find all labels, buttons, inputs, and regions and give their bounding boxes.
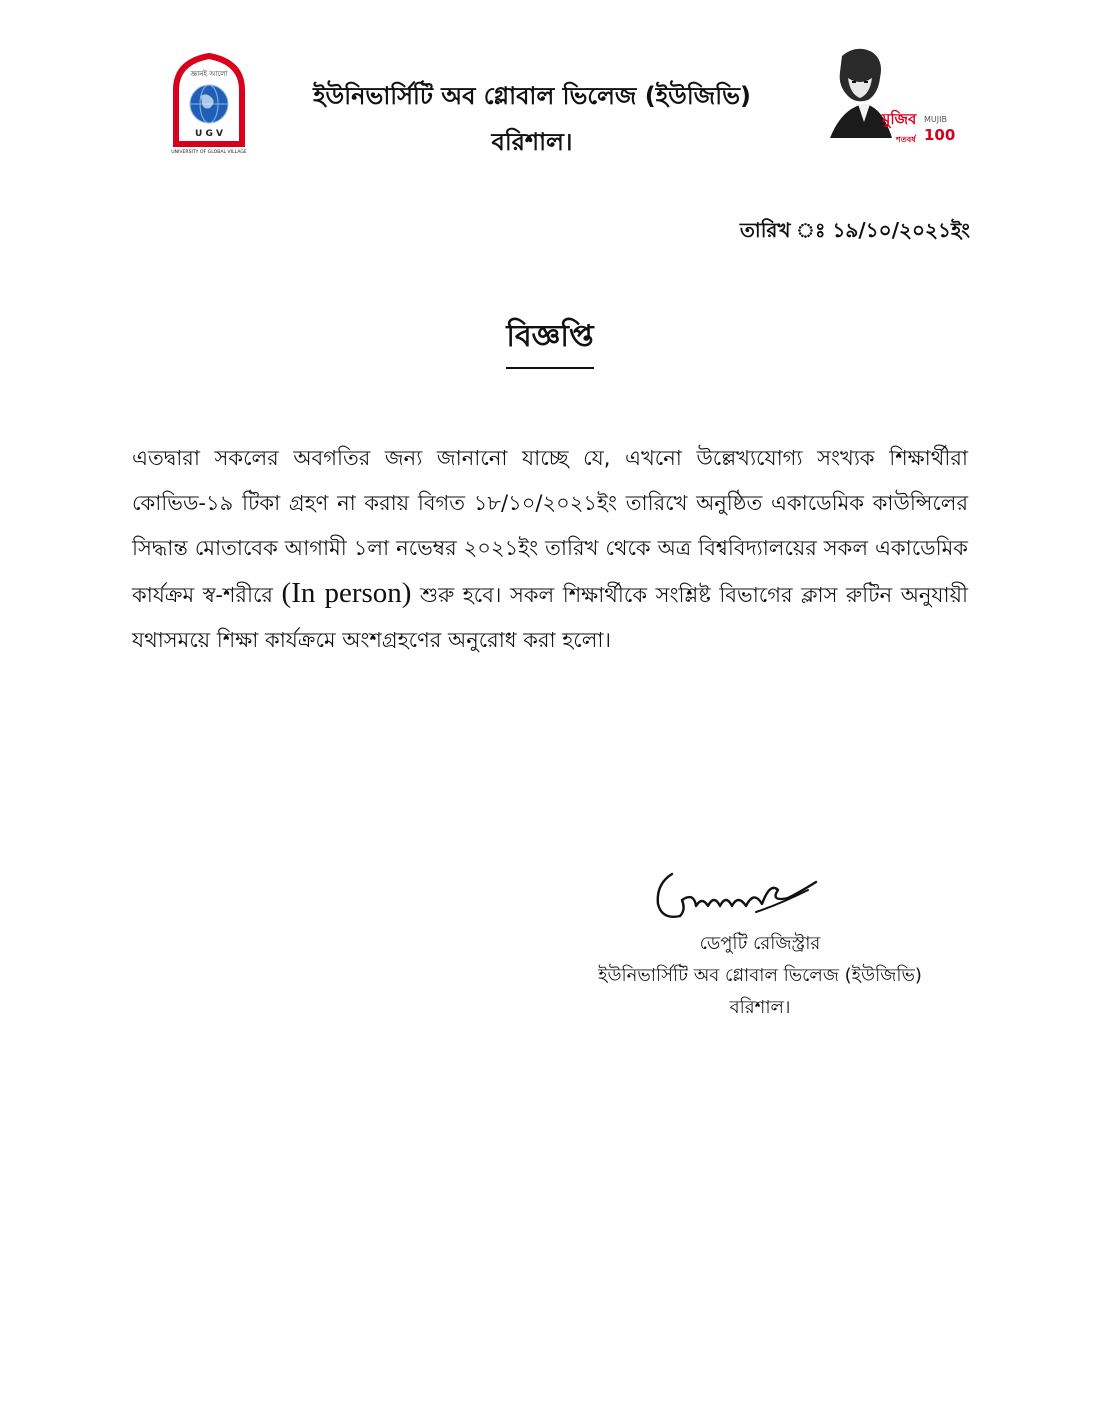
signatory-organization: ইউনিভার্সিটি অব গ্লোবাল ভিলেজ (ইউজিভি) bbox=[598, 965, 922, 986]
mujib-100-logo bbox=[812, 42, 956, 152]
signatory-city: বরিশাল। bbox=[729, 997, 791, 1018]
notice-title: বিজ্ঞপ্তি bbox=[506, 312, 593, 369]
notice-heading bbox=[0, 312, 1100, 369]
body-text-part2: শুরু হবে। সকল শিক্ষার্থীকে সংশ্লিষ্ট বিভাগের ক্লাস রুটিন অনুযায়ী যথাসময়ে শিক্ষা কার্যক্রমে অংশগ্রহণের অনুরোধ করা হলো। bbox=[132, 583, 968, 652]
logo-number-text: 100 bbox=[924, 126, 956, 144]
university-city: বরিশাল। bbox=[491, 128, 573, 156]
notice-date: তারিখ ঃ ১৯/১০/২০২১ইং bbox=[739, 218, 970, 242]
body-text-part1: এতদ্বারা সকলের অবগতির জন্য জানানো যাচ্ছে যে, এখনো উল্লেখ্যযোগ্য সংখ্যক শিক্ষার্থীরা কোভিড-১৯ টিকা গ্রহণ না করায় বিগত ১৮/১০/২০২১ইং তারিখে অনুষ্ঠিত একাডেমিক কাউন্সিলের সিদ্ধান্ত মোতাবেক আগামী ১লা নভেম্বর ২০২১ইং তারিখ থেকে অত্র বিশ্ববিদ্যালয়ের সকল একাডেমিক কার্যক্রম স্ব-শরীরে bbox=[132, 446, 968, 607]
signatory-block bbox=[540, 928, 980, 1024]
logo-top-text: জ্ঞানই আলো bbox=[190, 70, 228, 78]
university-logo bbox=[168, 52, 250, 156]
logo-bottom-text: UNIVERSITY OF GLOBAL VILLAGE bbox=[171, 150, 247, 155]
signatory-designation: ডেপুটি রেজিস্ট্রার bbox=[699, 933, 821, 954]
body-text-latin: (In person) bbox=[281, 577, 412, 609]
logo-mujib-text: মুজিব bbox=[882, 110, 917, 128]
logo-shotoborsho-text: শতবর্ষ bbox=[896, 135, 916, 144]
signature bbox=[650, 860, 825, 935]
logo-latin-text: MUJIB bbox=[924, 115, 947, 124]
logo-letters: U G V bbox=[195, 129, 223, 139]
header-title bbox=[262, 78, 802, 160]
university-name: ইউনিভার্সিটি অব গ্লোবাল ভিলেজ (ইউজিভি) bbox=[313, 82, 751, 110]
notice-body bbox=[132, 436, 968, 663]
